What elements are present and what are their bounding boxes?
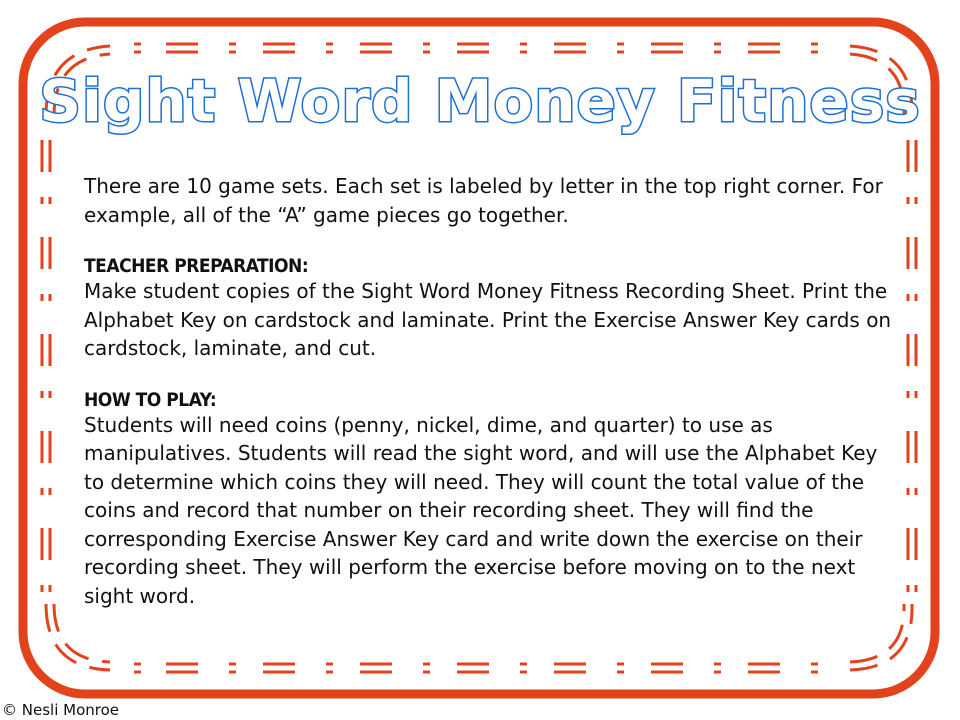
copyright-notice: © Nesli Monroe <box>2 701 120 719</box>
how-to-play-text: Students will need coins (penny, nickel, dime, and quarter) to use as manipulatives. Students will read the sight word, and will use the Alphabet Key to determine which coins they will need. They will count the total value of the coins and record that number on their recording sheet. They will find the corresponding Exercise Answer Key card and write down the exercise on their recording sheet. They will perform the exercise before moving on to the next sight word. <box>84 412 878 608</box>
intro-paragraph: There are 10 game sets. Each set is labeled by letter in the top right corner. For example, all of the “A” game pieces go together. <box>84 174 883 227</box>
teacher-preparation-text: Make student copies of the Sight Word Money Fitness Recording Sheet. Print the Alphabet Key on cardstock and laminate. Print the Exercise Answer Key cards on cardstock, laminate, and cut. <box>84 279 892 360</box>
page-title: Sight Word Money Fitness <box>39 67 921 135</box>
instructions-body <box>84 172 894 610</box>
teacher-preparation-heading: TEACHER PREPARATION: <box>84 255 309 277</box>
how-to-play-heading: HOW TO PLAY: <box>84 388 217 411</box>
